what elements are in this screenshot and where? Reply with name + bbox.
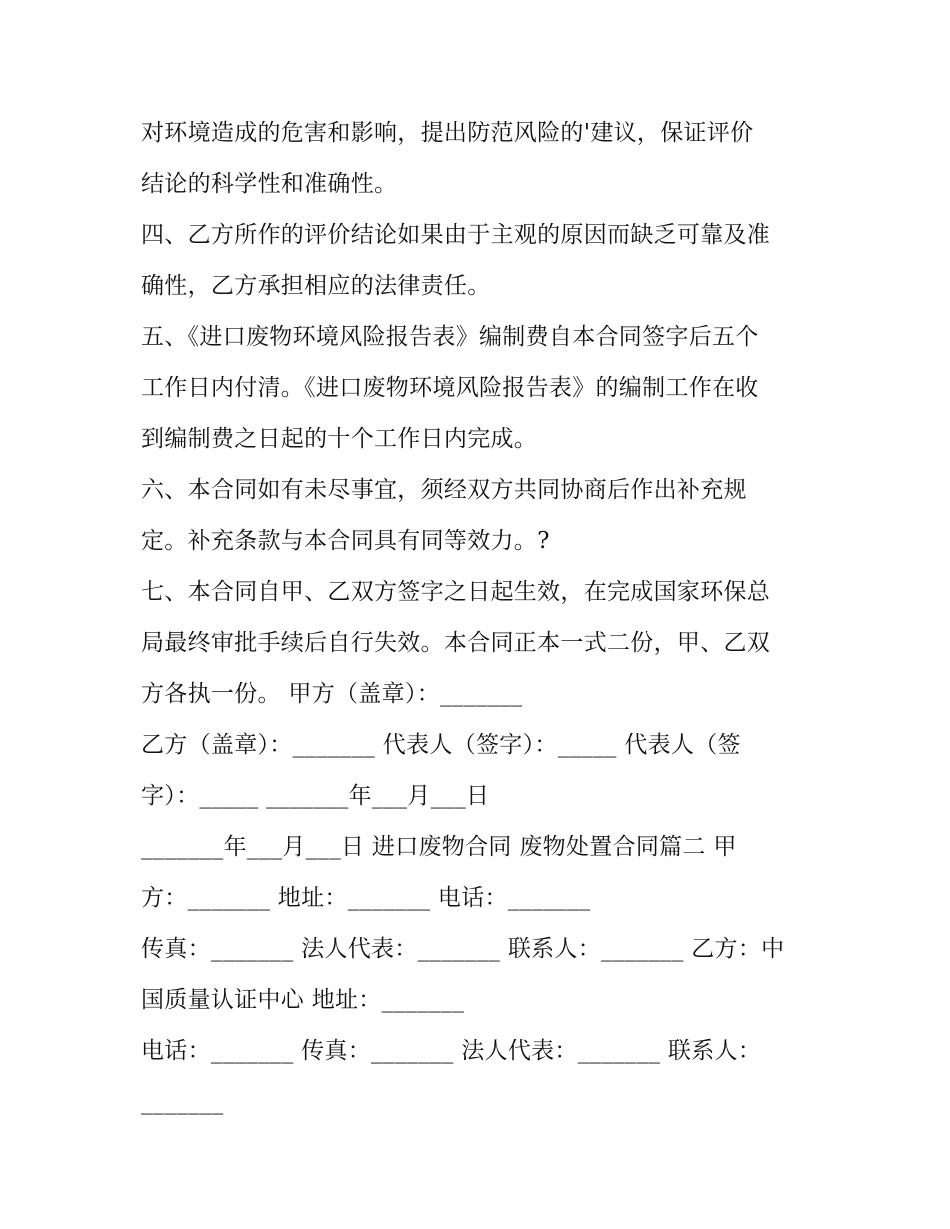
text-line: 定。补充条款与本合同具有同等效力。?	[141, 528, 550, 554]
text-line: 对环境造成的危害和影响，提出防范风险的'建议，保证评价	[141, 120, 754, 146]
text-line: 到编制费之日起的十个工作日内完成。	[141, 426, 538, 452]
clause-five: 五、《进口废物环境风险报告表》编制费自本合同签字后五个	[141, 324, 759, 350]
text-line: 工作日内付清。《进口废物环境风险报告表》的编制工作在收	[141, 375, 759, 401]
text-line: 局最终审批手续后自行失效。本合同正本一式二份，甲、乙双	[141, 630, 771, 656]
party-b-contact: 电话：_______ 传真：_______ 法人代表：_______ 联系人：	[141, 1038, 762, 1064]
signature-party-a: 方各执一份。 甲方（盖章）：_______	[141, 681, 523, 707]
text-line: _______	[141, 1089, 224, 1115]
party-a-contact: 传真：_______ 法人代表：_______ 联系人：_______ 乙方：中	[141, 936, 785, 962]
text-line: 结论的科学性和准确性。	[141, 171, 398, 197]
party-b-info: 国质量认证中心 地址：_______	[141, 987, 465, 1013]
clause-seven: 七、本合同自甲、乙双方签字之日起生效，在完成国家环保总	[141, 579, 771, 605]
clause-four: 四、乙方所作的评价结论如果由于主观的原因而缺乏可靠及准	[141, 222, 771, 248]
contract-two-heading: _______年___月___日 进口废物合同 废物处置合同篇二 甲	[141, 834, 737, 860]
clause-six: 六、本合同如有未尽事宜，须经双方共同协商后作出补充规	[141, 477, 747, 503]
signature-date: 字）：_____ _______年___月___日	[141, 783, 490, 809]
contract-text	[141, 108, 821, 1128]
party-a-info: 方：_______ 地址：_______ 电话：_______	[141, 885, 591, 911]
signature-party-b: 乙方（盖章）：_______ 代表人（签字）：_____ 代表人（签	[141, 732, 741, 758]
text-line: 确性，乙方承担相应的法律责任。	[141, 273, 491, 299]
